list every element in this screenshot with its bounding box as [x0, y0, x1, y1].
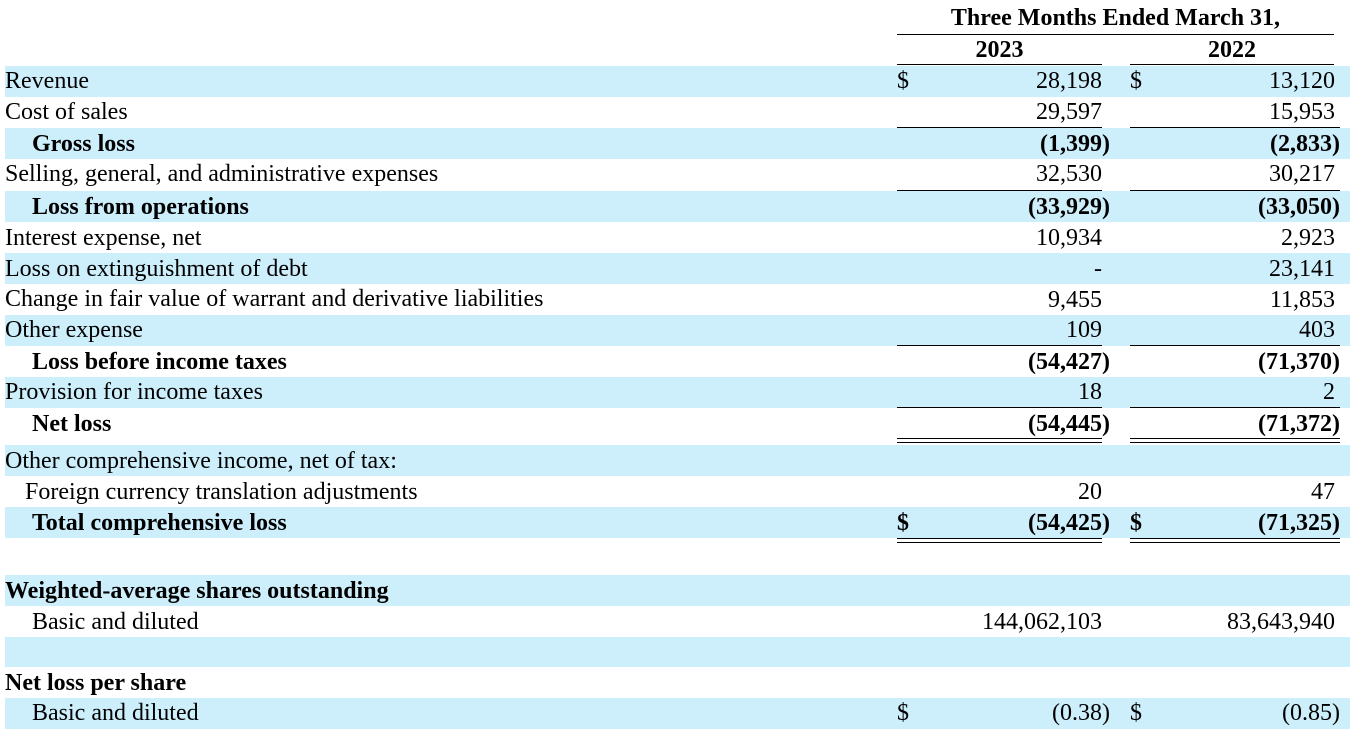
value-2023: 20 [1078, 479, 1102, 505]
value-2022: (71,325) [1258, 510, 1340, 536]
currency-symbol: $ [1130, 68, 1142, 94]
value-2023: 9,455 [1048, 287, 1102, 313]
year-header-2023: 2023 [897, 34, 1102, 65]
row-label: Interest expense, net [5, 225, 202, 251]
value-2023: 32,530 [1036, 161, 1102, 187]
value-2022: 83,643,940 [1227, 609, 1335, 635]
value-2023: 29,597 [1036, 99, 1102, 125]
row-label: Other expense [5, 317, 143, 343]
table-row [5, 66, 1350, 97]
table-row [5, 315, 1350, 346]
row-label: Basic and diluted [32, 609, 199, 635]
value-2022: 23,141 [1269, 256, 1335, 282]
table-row [5, 408, 1350, 439]
row-label: Gross loss [32, 131, 135, 157]
row-label: Loss from operations [32, 194, 249, 220]
value-2022: (33,050) [1258, 194, 1340, 220]
total-double-rule [1130, 438, 1340, 443]
table-row [5, 159, 1350, 190]
section-label: Net loss per share [5, 670, 187, 696]
value-2023: - [1094, 256, 1102, 282]
row-label: Revenue [5, 68, 89, 94]
value-2022: 11,853 [1269, 287, 1335, 313]
currency-symbol: $ [897, 510, 909, 536]
currency-symbol: $ [1130, 510, 1142, 536]
value-2023: (54,445) [1028, 411, 1110, 437]
value-2022: (71,372) [1258, 411, 1340, 437]
value-2022: 2 [1323, 379, 1335, 405]
table-row [5, 346, 1350, 377]
period-header: Three Months Ended March 31, [897, 2, 1334, 35]
table-row [5, 284, 1350, 315]
table-row [5, 507, 1350, 538]
table-row [5, 191, 1350, 222]
table-row [5, 698, 1350, 729]
row-label: Total comprehensive loss [32, 510, 287, 536]
table-row [5, 667, 1350, 698]
total-double-rule [897, 438, 1102, 443]
total-double-rule [897, 538, 1102, 543]
row-label: Selling, general, and administrative expenses [5, 161, 439, 187]
table-row [5, 222, 1350, 253]
currency-symbol: $ [897, 700, 909, 726]
section-label: Weighted-average shares outstanding [5, 578, 389, 604]
row-label: Change in fair value of warrant and derivative liabilities [5, 286, 544, 312]
total-double-rule [1130, 538, 1340, 543]
value-2023: (54,425) [1028, 510, 1110, 536]
value-2023: (54,427) [1028, 349, 1110, 375]
value-2022: 47 [1311, 479, 1335, 505]
table-row [5, 253, 1350, 284]
value-2022: 403 [1299, 317, 1335, 343]
value-2023: 10,934 [1036, 225, 1102, 251]
row-label: Loss on extinguishment of debt [5, 256, 308, 282]
value-2022: (2,833) [1270, 131, 1340, 157]
value-2022: 15,953 [1269, 99, 1335, 125]
table-row [5, 445, 1350, 476]
section-label: Other comprehensive income, net of tax: [5, 448, 397, 474]
value-2023: (33,929) [1028, 194, 1110, 220]
table-row [5, 97, 1350, 128]
row-label: Cost of sales [5, 99, 128, 125]
year-header-2022: 2022 [1130, 34, 1334, 65]
row-label: Provision for income taxes [5, 379, 263, 405]
row-label: Foreign currency translation adjustments [25, 479, 418, 505]
value-2022: (71,370) [1258, 349, 1340, 375]
spacer-row [5, 637, 1350, 667]
value-2022: 30,217 [1269, 161, 1335, 187]
table-row [5, 377, 1350, 408]
value-2023: 18 [1078, 379, 1102, 405]
value-2023: 28,198 [1036, 68, 1102, 94]
row-label: Loss before income taxes [32, 349, 287, 375]
value-2023: (0.38) [1052, 700, 1110, 726]
value-2023: (1,399) [1040, 131, 1110, 157]
currency-symbol: $ [897, 68, 909, 94]
value-2022: (0.85) [1282, 700, 1340, 726]
row-label: Net loss [32, 411, 112, 437]
value-2023: 109 [1066, 317, 1102, 343]
value-2023: 144,062,103 [982, 609, 1102, 635]
table-row [5, 575, 1350, 606]
table-row [5, 606, 1350, 637]
table-row [5, 476, 1350, 507]
table-row [5, 128, 1350, 159]
value-2022: 13,120 [1269, 68, 1335, 94]
value-2022: 2,923 [1281, 225, 1335, 251]
currency-symbol: $ [1130, 700, 1142, 726]
row-label: Basic and diluted [32, 700, 199, 726]
